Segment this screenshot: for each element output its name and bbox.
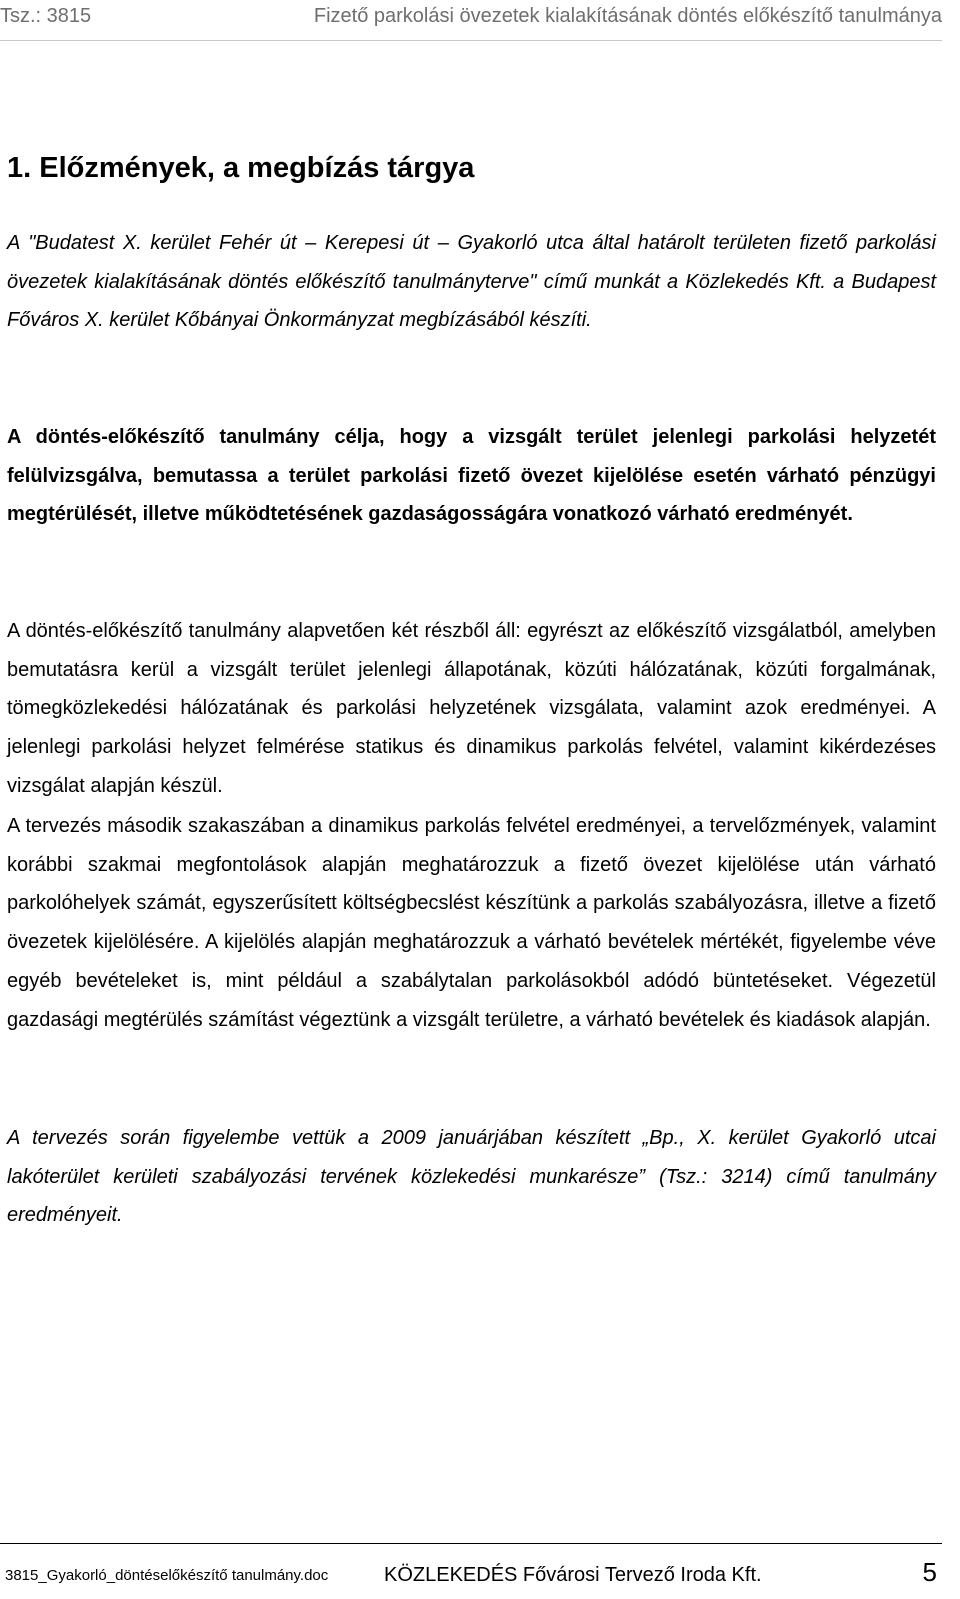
paragraph-structure: A döntés-előkészítő tanulmány alapvetően két részből áll: egyrészt az előkészítő vizsgálatból, amelyben bemutatásra kerül a vizsgált terület jelenlegi állapotának, közúti hálózatának, közúti forgalmának, tömegközlekedési hálózatának és parkolási helyzetének vizsgálata, valamint azok eredményei. A jelenlegi parkolási helyzet felmérése statikus és dinamikus parkolás felvétel, valamint kikérdezéses vizsgálat alapján készül.: [7, 620, 936, 797]
footer-filename: 3815_Gyakorló_döntéselőkészítő tanulmány.doc: [5, 1567, 329, 1584]
footer-page-number: 5: [922, 1557, 937, 1587]
page-footer: [0, 1543, 942, 1594]
page-header: [0, 0, 942, 41]
section-heading: 1. Előzmények, a megbízás tárgya: [7, 152, 475, 184]
header-doc-title: Fizető parkolási övezetek kialakításának döntés előkészítő tanulmánya: [313, 5, 942, 27]
paragraph-commission: A "Budatest X. kerület Fehér út – Kerepesi út – Gyakorló utca által határolt területen fizető parkolási övezetek kialakításának döntés előkészítő tanulmányterve" című munkát a Közlekedés Kft. a Budapest Főváros X. kerület Kőbányai Önkormányzat megbízásából készíti.: [7, 232, 936, 332]
footer-company: KÖZLEKEDÉS Fővárosi Tervező Iroda Kft.: [384, 1564, 762, 1586]
paragraph-prior-plans: A tervezés során figyelembe vettük a 2009 januárjában készített „Bp., X. kerület Gyakorló utcai lakóterület kerületi szabályozási tervének közlekedési munkarésze” (Tsz.: 3214) című tanulmány eredményeit.: [7, 1127, 936, 1227]
paragraph-purpose: A döntés-előkészítő tanulmány célja, hogy a vizsgált terület jelenlegi parkolási helyzetét felülvizsgálva, bemutassa a terület parkolási fizető övezet kijelölése esetén várható pénzügyi megtérülését, illetve működtetésének gazdaságosságára vonatkozó várható eredményét.: [7, 426, 936, 526]
paragraph-second-phase: A tervezés második szakaszában a dinamikus parkolás felvétel eredményei, a tervelőzmények, valamint korábbi szakmai megfontolások alapján meghatározzuk a fizető övezet kijelölése után várható parkolóhelyek számát, egyszerűsített költségbecslést készítünk a parkolás szabályozásra, illetve a fizető övezetek kijelölésére. A kijelölés alapján meghatározzuk a várható bevételek mértékét, figyelembe véve egyéb bevételeket is, mint például a szabálytalan parkolásokból adódó büntetéseket. Végezetül gazdasági megtérülés számítást végeztünk a vizsgált területre, a várható bevételek és kiadások alapján.: [7, 815, 936, 1031]
header-tsz: Tsz.: 3815: [0, 5, 92, 27]
